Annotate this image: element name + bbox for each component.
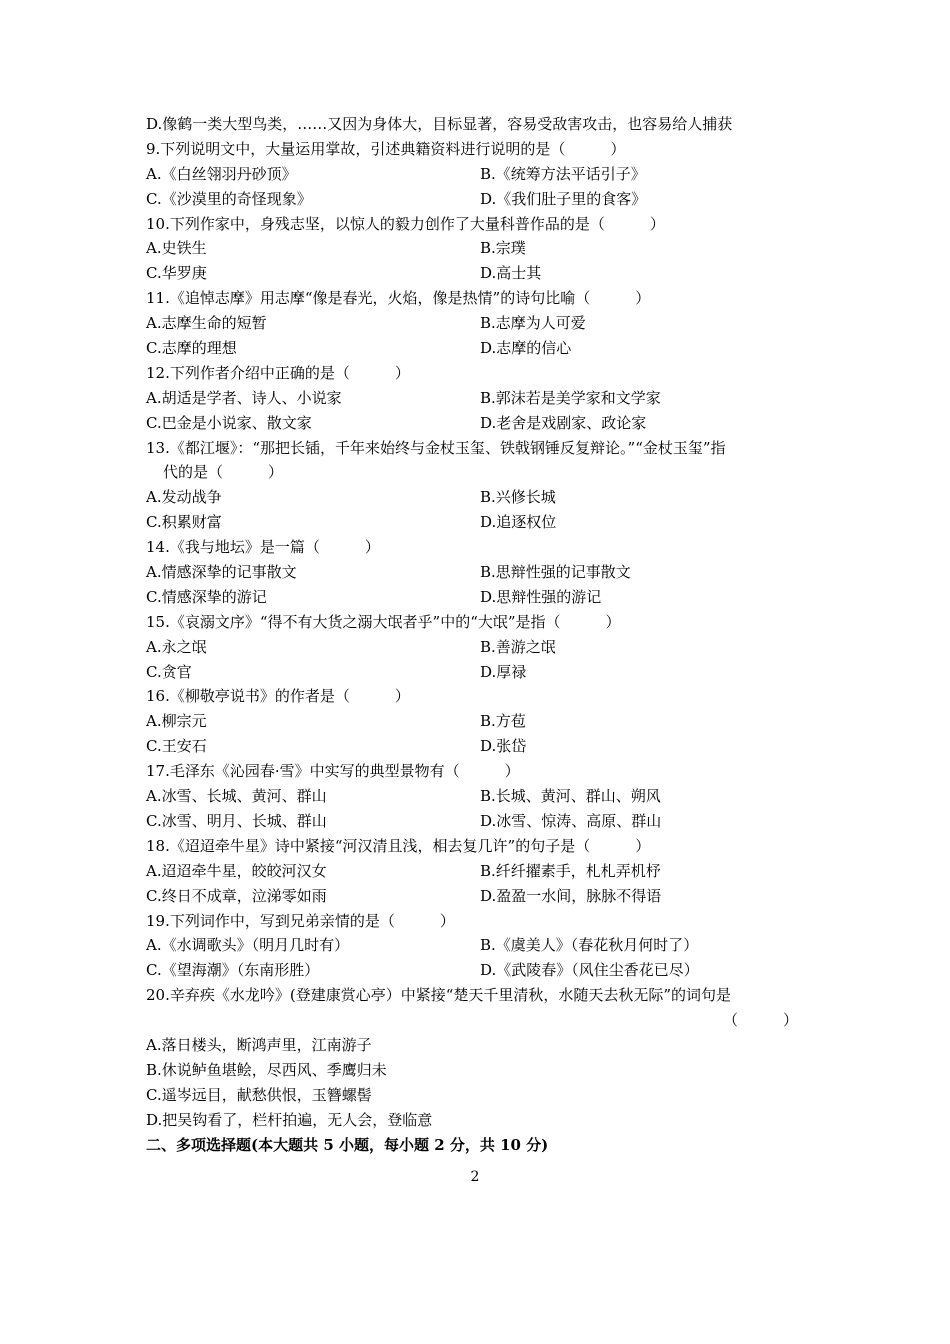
option-left: A.史铁生 xyxy=(146,239,207,258)
exam-page-content xyxy=(146,112,810,1157)
option-row xyxy=(146,261,810,286)
option-left: A.《水调歌头》（明月几时有） xyxy=(146,936,350,955)
question-line: D.把吴钩看了，栏杆拍遍，无人会，登临意 xyxy=(146,1110,433,1129)
question-line: 9.下列说明文中，大量运用掌故，引述典籍资料进行说明的是（ ） xyxy=(146,139,626,158)
option-right: B.《统筹方法平话引子》 xyxy=(480,164,646,183)
option-row xyxy=(146,236,810,261)
option-row xyxy=(146,485,810,510)
option-row xyxy=(146,734,810,759)
option-left: A.《白丝翎羽丹砂顶》 xyxy=(146,164,297,183)
question-line: 12.下列作者介绍中正确的是（ ） xyxy=(146,363,410,382)
question-line: A.落日楼头，断鸿声里，江南游子 xyxy=(146,1035,372,1054)
option-right: D.思辩性强的游记 xyxy=(480,587,602,606)
question-line: 20.辛弃疾《水龙吟》(登建康赏心亭）中紧接“楚天千里清秋，水随天去秋无际”的词句是 xyxy=(146,986,732,1005)
option-left: C.情感深挚的游记 xyxy=(146,587,267,606)
option-right: D.张岱 xyxy=(480,737,527,756)
option-left: C.巴金是小说家、散文家 xyxy=(146,413,312,432)
option-right: B.长城、黄河、群山、朔风 xyxy=(480,787,661,806)
option-row xyxy=(146,187,810,212)
question-line: 14.《我与地坛》是一篇（ ） xyxy=(146,538,380,557)
page-number: 2 xyxy=(470,1169,480,1185)
section-heading: 二、多项选择题(本大题共 5 小题，每小题 2 分，共 10 分) xyxy=(146,1135,549,1154)
option-row xyxy=(146,660,810,685)
option-right: B.兴修长城 xyxy=(480,488,556,507)
option-left: A.情感深挚的记事散文 xyxy=(146,563,297,582)
option-right: D.盈盈一水间，脉脉不得语 xyxy=(480,886,662,905)
question-line: 13.《都江堰》：“那把长锸，千年来始终与金杖玉玺、铁戟钢锤反复辩论。”“金杖玉玺”指 xyxy=(146,438,726,457)
option-right: B.《虞美人》（春花秋月何时了） xyxy=(480,936,699,955)
option-row xyxy=(146,386,810,411)
option-left: A.永之氓 xyxy=(146,637,207,656)
option-row xyxy=(146,585,810,610)
question-line: C.遥岑远目，献愁供恨，玉簪螺髻 xyxy=(146,1085,372,1104)
question-line: 16.《柳敬亭说书》的作者是（ ） xyxy=(146,687,410,706)
question-line: 11.《追悼志摩》用志摩“像是春光，火焰，像是热情”的诗句比喻（ ） xyxy=(146,289,651,308)
option-left: A.迢迢牵牛星，皎皎河汉女 xyxy=(146,861,327,880)
question-line: 代的是（ ） xyxy=(163,463,284,482)
option-right: D.追逐权位 xyxy=(480,513,557,532)
option-row xyxy=(146,411,810,436)
option-right: B.郭沫若是美学家和文学家 xyxy=(480,388,661,407)
option-row xyxy=(146,336,810,361)
option-right: D.志摩的信心 xyxy=(480,339,572,358)
option-left: A.志摩生命的短暂 xyxy=(146,314,267,333)
option-left: C.终日不成章，泣涕零如雨 xyxy=(146,886,327,905)
question-line: B.休说鲈鱼堪鲙，尽西风、季鹰归未 xyxy=(146,1060,387,1079)
question-line: 15.《哀溺文序》“得不有大货之溺大氓者乎”中的“大氓”是指（ ） xyxy=(146,612,621,631)
option-left: C.《沙漠里的奇怪现象》 xyxy=(146,189,312,208)
option-row xyxy=(146,933,810,958)
option-left: A.柳宗元 xyxy=(146,712,207,731)
option-row xyxy=(146,884,810,909)
option-right: D.高士其 xyxy=(480,264,542,283)
option-right: D.厚禄 xyxy=(480,662,527,681)
question-line: D.像鹤一类大型鸟类，……又因为身体大，目标显著，容易受敌害攻击，也容易给人捕获 xyxy=(146,115,733,133)
option-right: D.《武陵春》（风住尘香花已尽） xyxy=(480,961,699,980)
option-right: B.思辩性强的记事散文 xyxy=(480,563,631,582)
option-left: C.贪官 xyxy=(146,662,192,681)
option-left: C.王安石 xyxy=(146,737,207,756)
option-right: D.老舍是戏剧家、政论家 xyxy=(480,413,647,432)
option-left: C.积累财富 xyxy=(146,513,222,532)
option-row xyxy=(146,709,810,734)
option-row xyxy=(146,784,810,809)
option-row xyxy=(146,560,810,585)
option-row xyxy=(146,859,810,884)
answer-blank: （ ） xyxy=(722,1011,798,1030)
option-row xyxy=(146,958,810,983)
option-left: A.冰雪、长城、黄河、群山 xyxy=(146,787,327,806)
question-line: 18.《迢迢牵牛星》诗中紧接“河汉清且浅，相去复几许”的句子是（ ） xyxy=(146,836,651,855)
option-right: B.善游之氓 xyxy=(480,637,556,656)
option-right: B.志摩为人可爱 xyxy=(480,314,586,333)
question-line: 10.下列作家中，身残志坚，以惊人的毅力创作了大量科普作品的是（ ） xyxy=(146,214,665,233)
option-left: C.华罗庚 xyxy=(146,264,207,283)
option-left: A.发动战争 xyxy=(146,488,222,507)
option-left: C.冰雪、明月、长城、群山 xyxy=(146,811,327,830)
option-right: B.宗璞 xyxy=(480,239,526,258)
option-row xyxy=(146,809,810,834)
option-row xyxy=(146,635,810,660)
option-right: D.《我们肚子里的食客》 xyxy=(480,189,647,208)
question-line: 17.毛泽东《沁园春·雪》中实写的典型景物有（ ） xyxy=(146,762,520,781)
question-line: 19.下列词作中，写到兄弟亲情的是（ ） xyxy=(146,911,455,930)
option-left: A.胡适是学者、诗人、小说家 xyxy=(146,388,342,407)
option-left: C.志摩的理想 xyxy=(146,339,237,358)
option-right: B.纤纤擢素手，札札弄机杼 xyxy=(480,861,661,880)
option-right: D.冰雪、惊涛、高原、群山 xyxy=(480,811,662,830)
option-left: C.《望海潮》（东南形胜） xyxy=(146,961,320,980)
option-right: B.方苞 xyxy=(480,712,526,731)
option-row xyxy=(146,311,810,336)
option-row xyxy=(146,162,810,187)
option-row xyxy=(146,510,810,535)
